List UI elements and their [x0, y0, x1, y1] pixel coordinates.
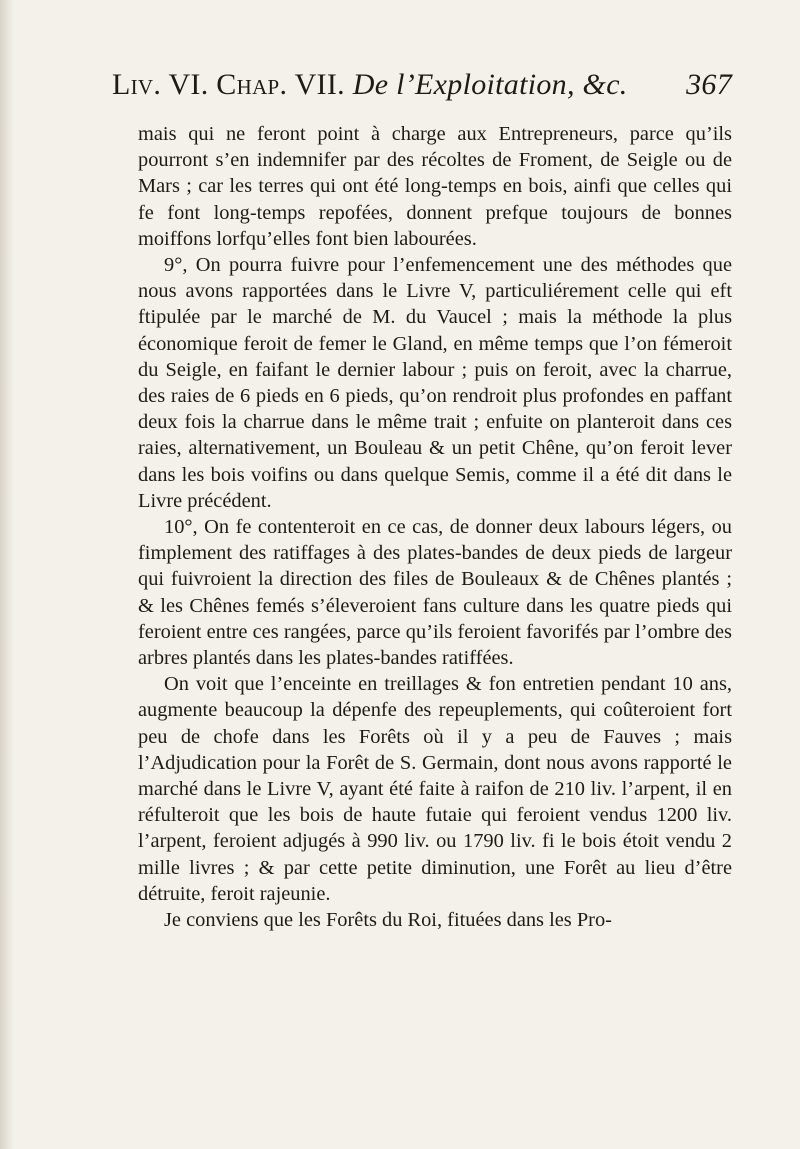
body-text	[138, 121, 732, 933]
paragraph-cost: On voit que l’enceinte en treillages & fon entretien pendant 10 ans, augmente beaucoup la dépenfe des repeuplements, qui coûteroient fort peu de chofe dans les Forêts où il y a peu de Fauves ; mais l’Adjudication pour la Forêt de S. Germain, dont nous avons rapporté le marché dans le Livre V, ayant été faite à raifon de 210 liv. l’arpent, il en réfulteroit que les bois de haute futaie qui feroient vendus 1200 liv. l’arpent, feroient adjugés à 990 liv. ou 1790 liv. fi le bois étoit vendu 2 mille livres ; & par cette petite diminution, une Forêt au lieu d’être détruite, feroit rajeunie.	[138, 673, 732, 905]
paragraph-closing: Je conviens que les Forêts du Roi, fituées dans les Pro-	[164, 909, 612, 932]
paragraph-item-9: 9°, On pourra fuivre pour l’enfemencement une des méthodes que nous avons rapportées dans le Livre V, particuliérement celle qui eft ftipulée par le marché de M. du Vaucel ; mais la méthode la plus économique feroit de femer le Gland, en même temps que l’on fémeroit du Seigle, en faifant le dernier labour ; puis on feroit, avec la charrue, des raies de 6 pieds en 6 pieds, qu’on rendroit plus profondes en paffant deux fois la charrue dans le même trait ; enfuite on planteroit dans ces raies, alternativement, un Bouleau & un petit Chêne, qu’on feroit lever dans les bois voifins ou dans quelque Semis, comme il a été dit dans le Livre précédent.	[138, 254, 732, 512]
page-number: 367	[686, 68, 732, 101]
paragraph-continuation: mais qui ne feront point à charge aux Entrepreneurs, parce qu’ils pourront s’en indemnifer par des récoltes de Froment, de Seigle ou de Mars ; car les terres qui ont été long-temps en bois, ainfi que celles qui fe font long-temps repofées, donnent prefque toujours de bonnes moiffons lorfqu’elles font bien labourées.	[138, 123, 732, 250]
running-header	[112, 68, 732, 108]
paragraph-item-10: 10°, On fe contenteroit en ce cas, de donner deux labours légers, ou fimplement des ratiffages à des plates-bandes de deux pieds de largeur qui fuivroient la direction des files de Bouleaux & de Chênes plantés ; & les Chênes femés s’éleveroient fans culture dans les quatre pieds qui feroient entre ces rangées, parce qu’ils feroient favorifés par l’ombre des arbres plantés dans les plates-bandes ratiffées.	[138, 516, 732, 670]
running-title: De l’Exploitation, &c.	[352, 68, 628, 101]
running-head: Liv. VI. Chap. VII.	[112, 68, 345, 101]
page-edge-shadow	[0, 0, 14, 1149]
